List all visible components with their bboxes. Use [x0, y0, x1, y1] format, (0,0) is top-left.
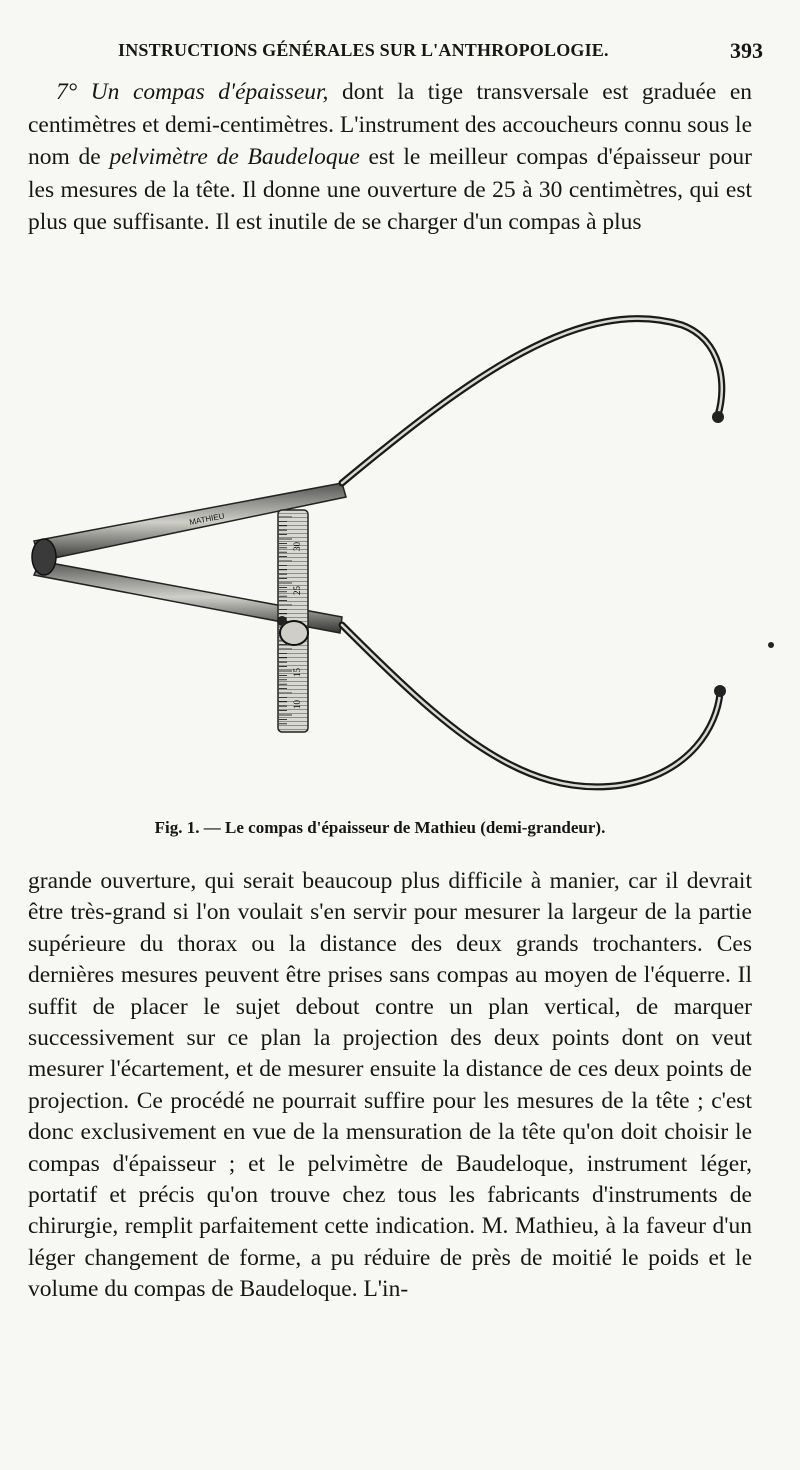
page-number: 393 [730, 38, 763, 63]
paragraph-bottom: grande ouverture, qui serait beaucoup plus difficile à manier, car il devrait être très-grand si l'on voulait s'en servir pour mesurer la largeur de la partie supérieure du thorax ou la distance des deux grands trochanters. Ces dernières mesures peuvent être prises sans compas au moyen de l'équerre. Il suffit de placer le sujet debout contre un plan vertical, de marquer successivement sur ce plan la projection des deux points dont on veut mesurer l'écartement, et de mesurer ensuite la distance de ces deux points de projection. Ce procédé ne pourrait suffire pour les mesures de la tête ; c'est donc exclusivement en vue de la mensuration de la tête qu'on doit choisir le compas d'épaisseur ; et le pelvimètre de Baudeloque, instrument léger, portatif et précis qu'on trouve chez tous les fabricants d'instruments de chirurgie, remplit parfaitement cette indication. M. Mathieu, à la faveur d'un léger changement de forme, a pu réduire de près de moitié le poids et le volume du compas de Baudeloque. L'in- [28, 868, 752, 1303]
paragraph-top [28, 76, 752, 239]
paragraph-top-text: dont la tige transversale est graduée en centimètres et demi-centimètres. L'instrument des accoucheurs connu sous le nom de [28, 79, 753, 171]
caliper-lower-curve [342, 625, 720, 787]
maker-mark: MATHIEU [188, 511, 226, 527]
item-number: 7° [56, 79, 78, 105]
running-head: INSTRUCTIONS GÉNÉRALES SUR L'ANTHROPOLOGIE. [118, 40, 609, 60]
scale-label: 10 [292, 700, 302, 709]
lower-tip-ball [714, 685, 726, 697]
scale-label: 25 [292, 586, 302, 595]
item-title: Un compas d'épaisseur, [90, 79, 329, 105]
caliper-figure [22, 305, 762, 810]
ink-speck [768, 642, 774, 648]
caliper-illustration [22, 305, 762, 810]
instrument-name: pelvimètre de Baudeloque [109, 144, 360, 171]
caliper-hinge [32, 539, 56, 575]
caliper-upper-curve [342, 319, 722, 483]
page-header [118, 38, 763, 68]
upper-tip-ball [712, 411, 724, 423]
scale-label: 30 [292, 542, 302, 551]
paragraph-top-text-end: est le meilleur compas d'épaisseur pour les mesures de la tête. Il donne une ouverture de 25 à 30 centimètres, qui est plus que suffisante. Il est inutile de se charger d'un compas à plus [28, 144, 752, 236]
figure-caption: Fig. 1. — Le compas d'épaisseur de Mathieu (demi-grandeur). [154, 818, 606, 837]
scale-label: 15 [292, 668, 302, 677]
